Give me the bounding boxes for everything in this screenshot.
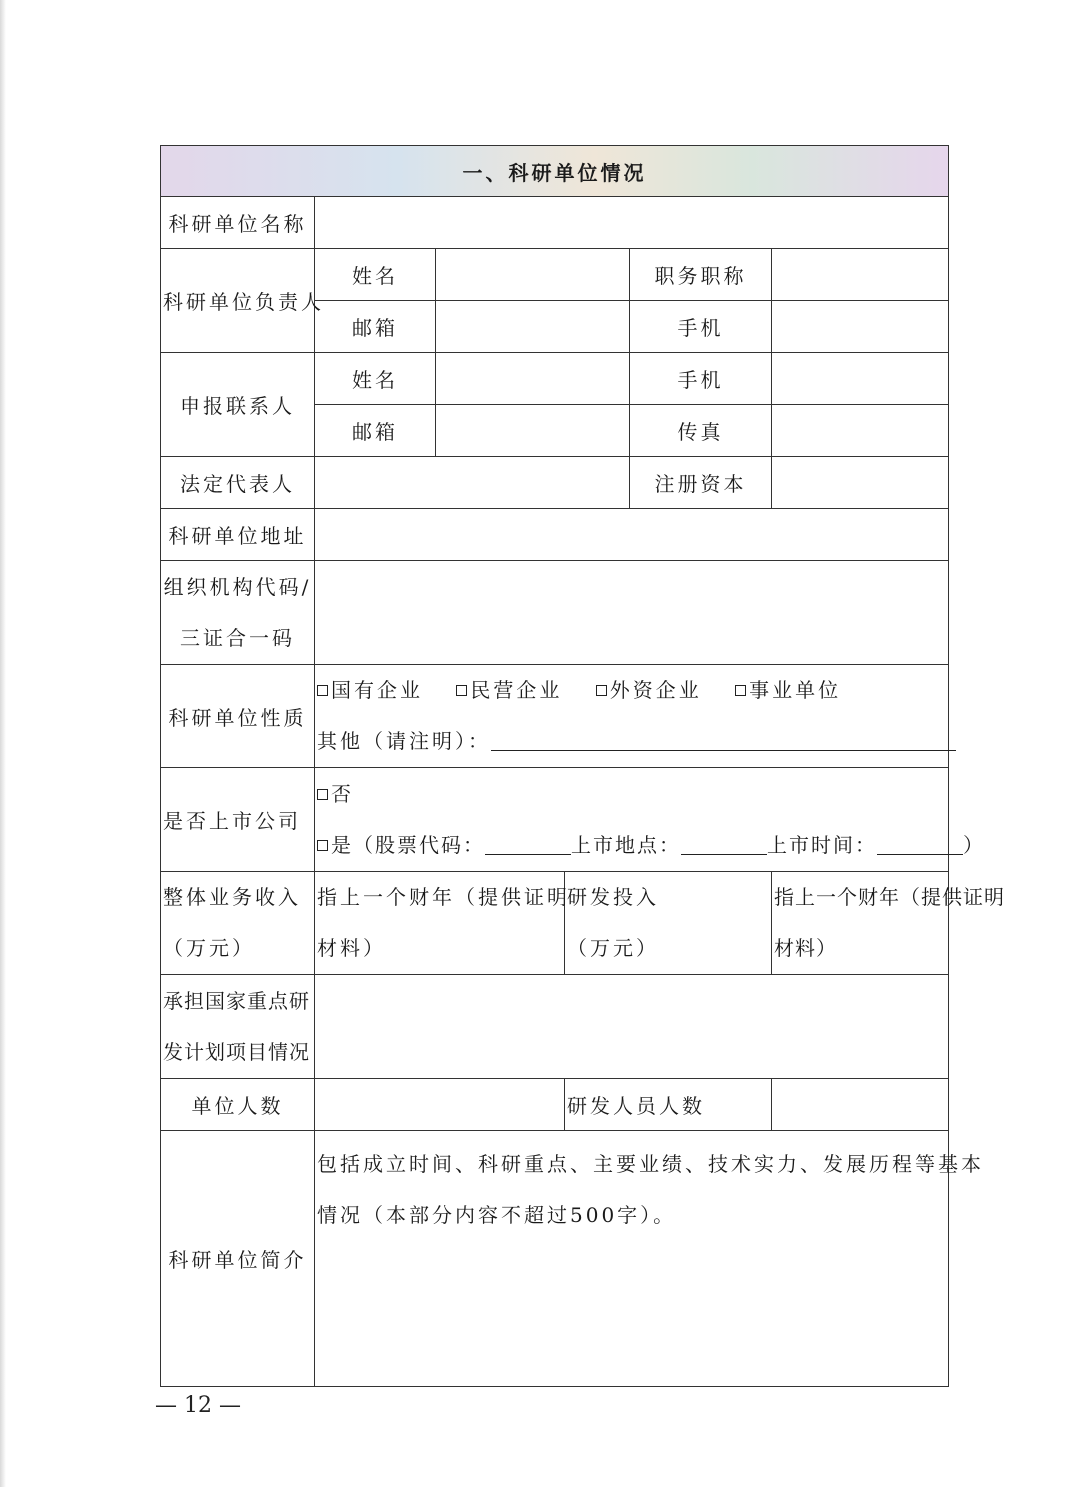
label-rd-line1: 研发投入 bbox=[567, 885, 659, 909]
row-legal-rep bbox=[161, 457, 949, 509]
label-rd-line2: （万元） bbox=[567, 936, 659, 960]
revenue-note-line2: 材料） bbox=[317, 936, 386, 960]
field-projects[interactable] bbox=[315, 975, 949, 1079]
field-intro[interactable] bbox=[315, 1131, 984, 1387]
field-address[interactable] bbox=[315, 509, 949, 561]
field-org-code[interactable] bbox=[315, 561, 949, 665]
page-number: — 12 — bbox=[155, 1393, 241, 1418]
label-unit-head: 科研单位负责人 bbox=[161, 249, 315, 353]
field-unit-name[interactable] bbox=[315, 197, 949, 249]
field-contact-name[interactable] bbox=[436, 353, 630, 405]
label-legal-rep: 法定代表人 bbox=[161, 457, 315, 509]
page-edge bbox=[0, 0, 6, 1487]
label-revenue bbox=[161, 872, 315, 975]
label-address: 科研单位地址 bbox=[161, 509, 315, 561]
label-org-code bbox=[161, 561, 315, 665]
label-registered-capital: 注册资本 bbox=[630, 457, 772, 509]
checkbox-icon[interactable] bbox=[596, 685, 607, 696]
label-head-position: 职务职称 bbox=[630, 249, 772, 301]
nature-option-state[interactable]: 国有企业 bbox=[317, 665, 423, 716]
nature-option-private[interactable]: 民营企业 bbox=[456, 665, 562, 716]
listed-yes-row: 是（股票代码： 上市地点： 上市时间： ） bbox=[317, 820, 946, 871]
unit-info-form bbox=[160, 145, 1005, 1387]
row-nature bbox=[161, 665, 949, 768]
field-contact-fax[interactable] bbox=[772, 405, 949, 457]
row-listed bbox=[161, 768, 949, 872]
nature-other-label: 其他（请注明）： bbox=[317, 729, 491, 753]
listed-time-input[interactable] bbox=[877, 836, 963, 855]
stock-code-input[interactable] bbox=[485, 836, 571, 855]
field-head-mobile[interactable] bbox=[772, 301, 949, 353]
row-unit-name bbox=[161, 197, 949, 249]
label-projects-line1: 承担国家重点研 bbox=[163, 988, 310, 1013]
row-intro bbox=[161, 1131, 949, 1387]
nature-other-row bbox=[317, 716, 946, 767]
listed-yes-label: 是（股票代码： bbox=[331, 832, 485, 857]
label-revenue-line1: 整体业务收入 bbox=[163, 885, 301, 909]
label-listed: 是否上市公司 bbox=[161, 768, 315, 872]
label-head-email: 邮箱 bbox=[315, 301, 436, 353]
rd-note-line2: 材料） bbox=[774, 936, 837, 960]
field-contact-mobile[interactable] bbox=[772, 353, 949, 405]
label-staff-count: 单位人数 bbox=[161, 1079, 315, 1131]
row-address bbox=[161, 509, 949, 561]
field-contact-email[interactable] bbox=[436, 405, 630, 457]
listed-place-input[interactable] bbox=[681, 836, 767, 855]
section-title: 一、科研单位情况 bbox=[161, 146, 949, 197]
checkbox-icon[interactable] bbox=[317, 685, 328, 696]
field-head-email[interactable] bbox=[436, 301, 630, 353]
checkbox-icon[interactable] bbox=[317, 789, 328, 800]
label-revenue-line2: （万元） bbox=[163, 936, 255, 960]
checkbox-icon[interactable] bbox=[317, 840, 328, 851]
field-rd-staff-count[interactable] bbox=[772, 1079, 949, 1131]
revenue-note-line1: 指上一个财年（提供证明 bbox=[317, 885, 570, 909]
row-revenue bbox=[161, 872, 949, 975]
rd-note-line1: 指上一个财年（提供证明 bbox=[774, 885, 1005, 909]
listed-options bbox=[315, 768, 985, 872]
label-rd-staff-count: 研发人员人数 bbox=[565, 1079, 772, 1131]
label-org-code-line2: 三证合一码 bbox=[180, 625, 295, 650]
intro-note-line2: 情况（本部分内容不超过500字）。 bbox=[317, 1203, 677, 1227]
field-legal-rep[interactable] bbox=[315, 457, 630, 509]
row-unit-head-1 bbox=[161, 249, 949, 301]
nature-option-institution[interactable]: 事业单位 bbox=[735, 665, 841, 716]
row-projects bbox=[161, 975, 949, 1079]
field-staff-count[interactable] bbox=[315, 1079, 565, 1131]
revenue-note[interactable] bbox=[315, 872, 570, 975]
field-registered-capital[interactable] bbox=[772, 457, 949, 509]
label-contact-fax: 传真 bbox=[630, 405, 772, 457]
nature-options bbox=[315, 665, 949, 768]
field-head-name[interactable] bbox=[436, 249, 630, 301]
label-intro: 科研单位简介 bbox=[161, 1131, 315, 1387]
header-row bbox=[161, 146, 949, 197]
nature-checkbox-row bbox=[317, 665, 946, 716]
label-head-name: 姓名 bbox=[315, 249, 436, 301]
label-contact: 申报联系人 bbox=[161, 353, 315, 457]
listed-no-row[interactable]: 否 bbox=[317, 769, 946, 820]
nature-option-foreign[interactable]: 外资企业 bbox=[596, 665, 702, 716]
label-unit-name: 科研单位名称 bbox=[161, 197, 315, 249]
checkbox-icon[interactable] bbox=[735, 685, 746, 696]
label-nature: 科研单位性质 bbox=[161, 665, 315, 768]
checkbox-icon[interactable] bbox=[456, 685, 467, 696]
row-contact-1 bbox=[161, 353, 949, 405]
label-rd bbox=[565, 872, 772, 975]
nature-other-input[interactable] bbox=[491, 732, 956, 751]
label-head-mobile: 手机 bbox=[630, 301, 772, 353]
label-projects-line2: 发计划项目情况 bbox=[163, 1039, 310, 1064]
row-org-code bbox=[161, 561, 949, 665]
label-contact-email: 邮箱 bbox=[315, 405, 436, 457]
row-staff bbox=[161, 1079, 949, 1131]
label-org-code-line1: 组织机构代码/ bbox=[163, 574, 312, 599]
listed-place-label: 上市地点： bbox=[571, 832, 681, 857]
label-contact-mobile: 手机 bbox=[630, 353, 772, 405]
rd-note[interactable] bbox=[772, 872, 1005, 975]
label-contact-name: 姓名 bbox=[315, 353, 436, 405]
intro-note-line1: 包括成立时间、科研重点、主要业绩、技术实力、发展历程等基本 bbox=[317, 1152, 984, 1176]
label-projects bbox=[161, 975, 315, 1079]
listed-time-label: 上市时间： bbox=[767, 832, 877, 857]
field-head-position[interactable] bbox=[772, 249, 949, 301]
